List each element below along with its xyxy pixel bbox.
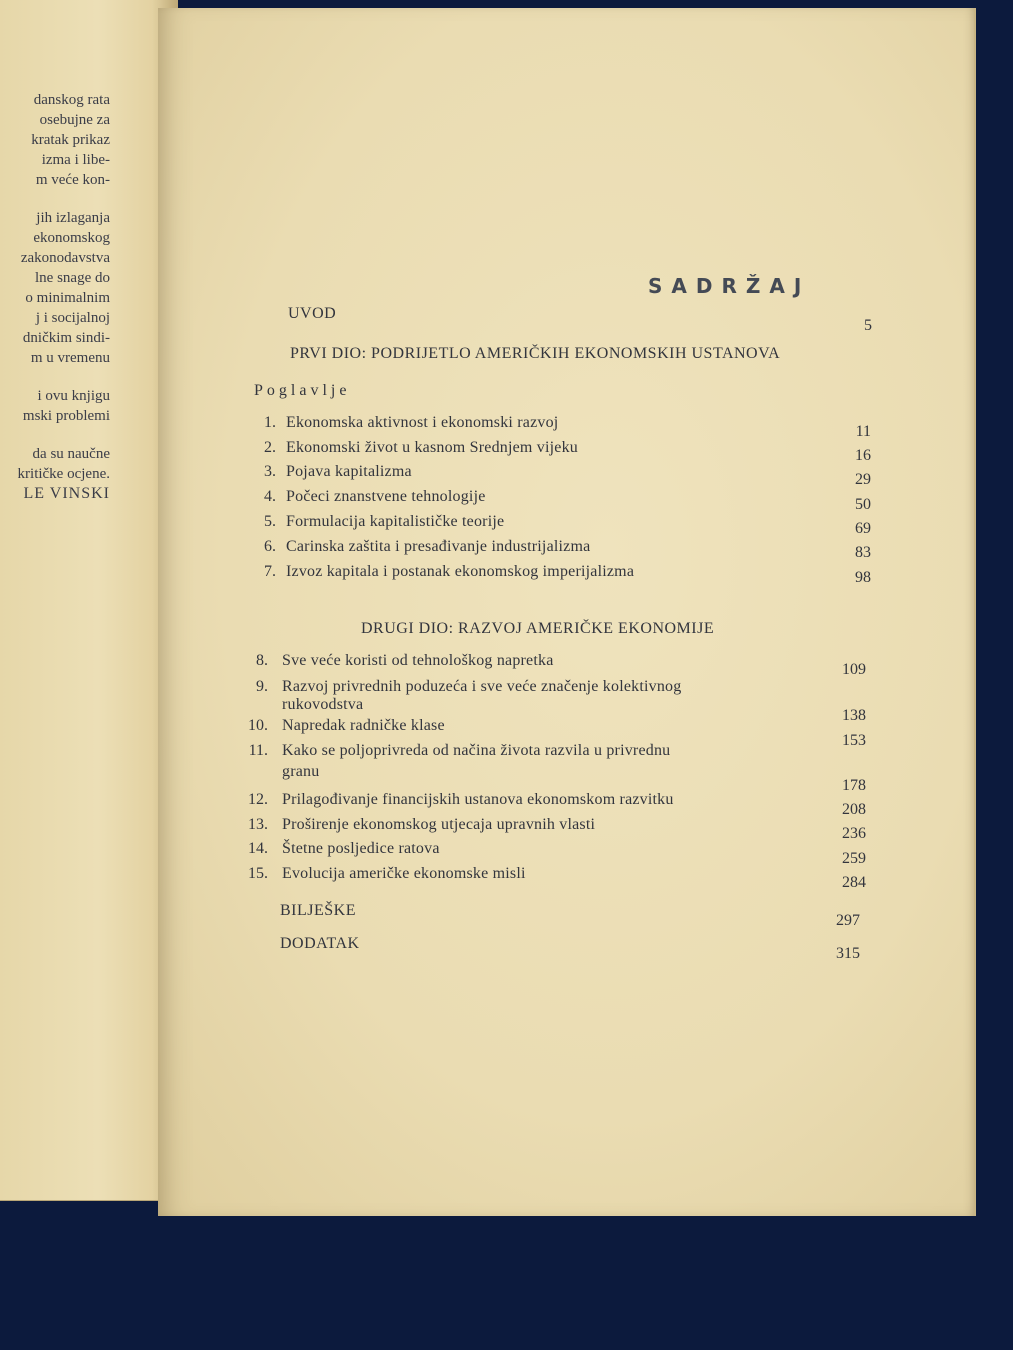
left-text-line: jih izlaganja [36, 210, 110, 226]
chapter-page: 153 [842, 732, 866, 749]
chapter-page: 259 [842, 850, 866, 867]
left-text-line: o minimalnim [25, 290, 110, 306]
chapter-number: 1. [264, 414, 276, 431]
chapter-title: Proširenje ekonomskog utjecaja upravnih vlasti [282, 816, 596, 833]
chapter-title: Napredak radničke klase [282, 717, 445, 734]
chapter-page: 11 [855, 423, 871, 440]
chapter-page: 236 [842, 825, 866, 842]
appendix-label: DODATAK [280, 935, 360, 952]
toc-title: SADRŽAJ [648, 274, 811, 298]
intro-page: 5 [864, 317, 872, 334]
left-text-line: danskog rata [33, 92, 110, 108]
chapter-number: 4. [264, 488, 276, 505]
right-page-contents [158, 8, 976, 1216]
chapter-page: 138 [842, 707, 866, 724]
left-text-line: kritičke ocjene. [17, 466, 110, 482]
chapter-title: Carinska zaštita i presađivanje industrijalizma [286, 538, 591, 555]
left-text-line: da su naučne [32, 446, 110, 462]
chapter-number: 10. [248, 717, 268, 734]
chapter-number: 11. [248, 742, 268, 759]
left-text-line: dničkim sindi- [22, 330, 110, 346]
chapter-title: Počeci znanstvene tehnologije [286, 488, 486, 505]
part1-heading: PRVI DIO: PODRIJETLO AMERIČKIH EKONOMSKIH USTANOVA [290, 345, 781, 362]
chapter-title: Pojava kapitalizma [286, 463, 412, 480]
notes-label: BILJEŠKE [280, 902, 356, 919]
author-signature: LE VINSKI [23, 485, 110, 502]
left-page-text [0, 90, 110, 504]
chapter-page: 29 [855, 471, 871, 488]
paragraph-gap [0, 426, 110, 444]
chapter-page: 98 [855, 569, 871, 586]
left-text-line: zakonodavstva [20, 250, 110, 266]
left-text-line: j i socijalnoj [35, 310, 110, 326]
chapter-number: 15. [248, 865, 268, 882]
chapter-page: 284 [842, 874, 866, 891]
left-text-line: ekonomskog [33, 230, 110, 246]
left-text-line: osebujne za [39, 112, 110, 128]
left-text-line: i ovu knjigu [37, 388, 110, 404]
chapter-title: Sve veće koristi od tehnološkog napretka [282, 652, 554, 669]
paragraph-gap [0, 190, 110, 208]
chapter-page: 109 [842, 661, 866, 678]
chapter-title-continued: rukovodstva [282, 696, 364, 713]
chapter-page: 178 [842, 777, 866, 794]
chapter-title: Ekonomska aktivnost i ekonomski razvoj [286, 414, 559, 431]
chapter-number: 13. [248, 816, 268, 833]
chapter-title: Razvoj privrednih poduzeća i sve veće značenje kolektivnog [282, 678, 682, 695]
chapter-number: 7. [264, 563, 276, 580]
chapter-title: Štetne posljedice ratova [282, 840, 440, 857]
chapter-page: 16 [855, 447, 871, 464]
chapter-number: 9. [256, 678, 268, 695]
chapter-number: 14. [248, 840, 268, 857]
chapter-number: 3. [264, 463, 276, 480]
chapter-title: Ekonomski život u kasnom Srednjem vijeku [286, 439, 578, 456]
left-text-line: lne snage do [35, 270, 110, 286]
notes-page: 297 [836, 912, 860, 929]
chapter-label: Poglavlje [254, 382, 351, 399]
left-text-line: m veće kon- [35, 172, 110, 188]
left-text-line: izma i libe- [41, 152, 110, 168]
paragraph-gap [0, 368, 110, 386]
chapter-number: 6. [264, 538, 276, 555]
part2-heading: DRUGI DIO: RAZVOJ AMERIČKE EKONOMIJE [361, 620, 715, 637]
appendix-page: 315 [836, 945, 860, 962]
left-text-line: mski problemi [22, 408, 110, 424]
chapter-title-continued: granu [282, 763, 320, 780]
chapter-title: Prilagođivanje financijskih ustanova ekonomskom razvitku [282, 791, 674, 808]
left-text-line: kratak prikaz [31, 132, 110, 148]
chapter-number: 12. [248, 791, 268, 808]
chapter-number: 5. [264, 513, 276, 530]
chapter-number: 2. [264, 439, 276, 456]
chapter-page: 83 [855, 544, 871, 561]
left-text-line: m u vremenu [30, 350, 110, 366]
chapter-title: Kako se poljoprivreda od načina života razvila u privrednu [282, 742, 671, 759]
chapter-title: Evolucija američke ekonomske misli [282, 865, 526, 882]
chapter-number: 8. [256, 652, 268, 669]
chapter-page: 208 [842, 801, 866, 818]
chapter-title: Izvoz kapitala i postanak ekonomskog imperijalizma [286, 563, 635, 580]
left-page [0, 0, 178, 1201]
chapter-title: Formulacija kapitalističke teorije [286, 513, 505, 530]
chapter-page: 50 [855, 496, 871, 513]
chapter-page: 69 [855, 520, 871, 537]
intro-label: UVOD [288, 305, 337, 322]
